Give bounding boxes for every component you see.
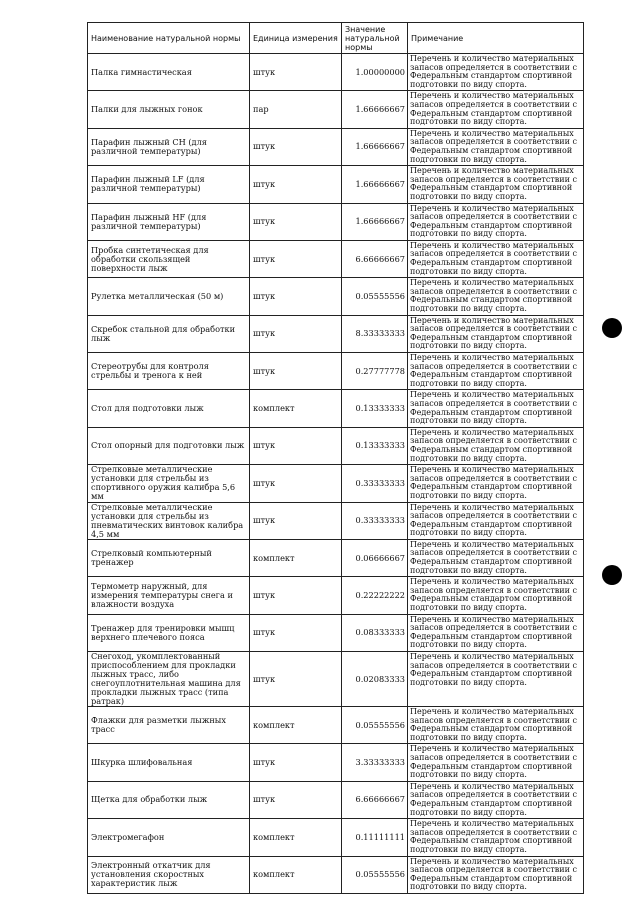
natural-norms-table xyxy=(87,22,584,894)
cell-name: Термометр наружный, для измерения температуры снега и влажности воздуха xyxy=(88,577,250,614)
cell-note: Перечень и количество материальных запасов определяется в соответствии с Федеральным стандартом спортивной подготовки по виду спорта. xyxy=(408,539,584,576)
cell-value: 0.05555556 xyxy=(342,707,408,744)
cell-name: Тренажер для тренировки мышц верхнего плечевого пояса xyxy=(88,614,250,651)
cell-name: Стрелковые металлические установки для стрельбы из пневматических винтовок калибра 4,5 мм xyxy=(88,502,250,539)
cell-value: 0.22222222 xyxy=(342,577,408,614)
cell-name: Электромегафон xyxy=(88,819,250,856)
cell-name: Скребок стальной для обработки лыж xyxy=(88,315,250,352)
table-row xyxy=(88,240,584,277)
cell-name: Электронный откатчик для установления скоростных характеристик лыж xyxy=(88,856,250,893)
table-row xyxy=(88,819,584,856)
cell-unit: штук xyxy=(250,54,342,91)
cell-value: 1.00000000 xyxy=(342,54,408,91)
table-row xyxy=(88,465,584,502)
table-row xyxy=(88,502,584,539)
cell-value: 0.13333333 xyxy=(342,427,408,464)
cell-unit: штук xyxy=(250,353,342,390)
cell-name: Палки для лыжных гонок xyxy=(88,91,250,128)
cell-value: 0.02083333 xyxy=(342,652,408,707)
header-name: Наименование натуральной нормы xyxy=(88,23,250,54)
cell-value: 0.05555556 xyxy=(342,856,408,893)
cell-value: 0.08333333 xyxy=(342,614,408,651)
cell-unit: штук xyxy=(250,465,342,502)
cell-name: Стереотрубы для контроля стрельбы и тренога к ней xyxy=(88,353,250,390)
cell-unit: штук xyxy=(250,502,342,539)
cell-name: Стрелковый компьютерный тренажер xyxy=(88,539,250,576)
cell-note: Перечень и количество материальных запасов определяется в соответствии с Федеральным стандартом спортивной подготовки по виду спорта. xyxy=(408,166,584,203)
table-row xyxy=(88,203,584,240)
cell-unit: штук xyxy=(250,166,342,203)
cell-unit: комплект xyxy=(250,539,342,576)
punch-hole-mark xyxy=(602,565,622,585)
cell-value: 0.33333333 xyxy=(342,502,408,539)
cell-name: Палка гимнастическая xyxy=(88,54,250,91)
header-value: Значение натуральной нормы xyxy=(342,23,408,54)
cell-name: Флажки для разметки лыжных трасс xyxy=(88,707,250,744)
cell-value: 8.33333333 xyxy=(342,315,408,352)
table-row xyxy=(88,577,584,614)
cell-name: Парафин лыжный HF (для различной температуры) xyxy=(88,203,250,240)
cell-note: Перечень и количество материальных запасов определяется в соответствии с Федеральным стандартом спортивной подготовки по виду спорта. xyxy=(408,856,584,893)
cell-name: Рулетка металлическая (50 м) xyxy=(88,278,250,315)
cell-value: 0.27777778 xyxy=(342,353,408,390)
table-row xyxy=(88,707,584,744)
table-row xyxy=(88,91,584,128)
cell-name: Стол для подготовки лыж xyxy=(88,390,250,427)
table-header-row xyxy=(88,23,584,54)
cell-unit: штук xyxy=(250,744,342,781)
cell-unit: штук xyxy=(250,128,342,165)
cell-value: 3.33333333 xyxy=(342,744,408,781)
cell-note: Перечень и количество материальных запасов определяется в соответствии с Федеральным стандартом спортивной подготовки по виду спорта. xyxy=(408,781,584,818)
cell-unit: штук xyxy=(250,781,342,818)
table-row xyxy=(88,315,584,352)
header-unit: Единица измерения xyxy=(250,23,342,54)
cell-unit: штук xyxy=(250,203,342,240)
table-row xyxy=(88,128,584,165)
table-row xyxy=(88,390,584,427)
cell-note: Перечень и количество материальных запасов определяется в соответствии с Федеральным стандартом спортивной подготовки по виду спорта. xyxy=(408,91,584,128)
cell-value: 6.66666667 xyxy=(342,781,408,818)
cell-value: 1.66666667 xyxy=(342,91,408,128)
cell-note: Перечень и количество материальных запасов определяется в соответствии с Федеральным стандартом спортивной подготовки по виду спорта. xyxy=(408,614,584,651)
table-row xyxy=(88,166,584,203)
cell-name: Стол опорный для подготовки лыж xyxy=(88,427,250,464)
table-row xyxy=(88,652,584,707)
cell-note: Перечень и количество материальных запасов определяется в соответствии с Федеральным стандартом спортивной подготовки по виду спорта. xyxy=(408,465,584,502)
cell-note: Перечень и количество материальных запасов определяется в соответствии с Федеральным стандартом спортивной подготовки по виду спорта. xyxy=(408,390,584,427)
cell-value: 6.66666667 xyxy=(342,240,408,277)
table-row xyxy=(88,278,584,315)
cell-unit: комплект xyxy=(250,819,342,856)
table-row xyxy=(88,427,584,464)
cell-name: Снегоход, укомплектованный приспособлением для прокладки лыжных трасс, либо снегоуплотнительная машина для прокладки лыжных трасс (типа ратрак) xyxy=(88,652,250,707)
cell-note: Перечень и количество материальных запасов определяется в соответствии с Федеральным стандартом спортивной подготовки по виду спорта. xyxy=(408,707,584,744)
cell-unit: штук xyxy=(250,315,342,352)
cell-note: Перечень и количество материальных запасов определяется в соответствии с Федеральным стандартом спортивной подготовки по виду спорта. xyxy=(408,203,584,240)
cell-note: Перечень и количество материальных запасов определяется в соответствии с Федеральным стандартом спортивной подготовки по виду спорта. xyxy=(408,744,584,781)
cell-name: Парафин лыжный LF (для различной температуры) xyxy=(88,166,250,203)
cell-value: 0.33333333 xyxy=(342,465,408,502)
table-body xyxy=(88,54,584,894)
cell-note: Перечень и количество материальных запасов определяется в соответствии с Федеральным стандартом спортивной подготовки по виду спорта. xyxy=(408,819,584,856)
table-row xyxy=(88,744,584,781)
cell-unit: комплект xyxy=(250,856,342,893)
cell-unit: штук xyxy=(250,427,342,464)
cell-note: Перечень и количество материальных запасов определяется в соответствии с Федеральным стандартом спортивной подготовки по виду спорта. xyxy=(408,427,584,464)
cell-unit: штук xyxy=(250,614,342,651)
cell-note: Перечень и количество материальных запасов определяется в соответствии с Федеральным стандартом спортивной подготовки по виду спорта. xyxy=(408,54,584,91)
cell-name: Парафин лыжный CH (для различной температуры) xyxy=(88,128,250,165)
cell-note: Перечень и количество материальных запасов определяется в соответствии с Федеральным стандартом спортивной подготовки по виду спорта. xyxy=(408,315,584,352)
header-note: Примечание xyxy=(408,23,584,54)
table-row xyxy=(88,539,584,576)
cell-name: Щетка для обработки лыж xyxy=(88,781,250,818)
cell-note: Перечень и количество материальных запасов определяется в соответствии с Федеральным стандартом спортивной подготовки по виду спорта. xyxy=(408,353,584,390)
table-row xyxy=(88,353,584,390)
cell-value: 0.06666667 xyxy=(342,539,408,576)
cell-unit: комплект xyxy=(250,707,342,744)
cell-value: 0.13333333 xyxy=(342,390,408,427)
table-row xyxy=(88,781,584,818)
punch-hole-mark xyxy=(602,318,622,338)
cell-value: 1.66666667 xyxy=(342,128,408,165)
cell-value: 1.66666667 xyxy=(342,166,408,203)
cell-name: Пробка синтетическая для обработки скользящей поверхности лыж xyxy=(88,240,250,277)
cell-name: Стрелковые металлические установки для стрельбы из спортивного оружия калибра 5,6 мм xyxy=(88,465,250,502)
cell-note: Перечень и количество материальных запасов определяется в соответствии с Федеральным стандартом спортивной подготовки по виду спорта. xyxy=(408,278,584,315)
cell-note: Перечень и количество материальных запасов определяется в соответствии с Федеральным стандартом спортивной подготовки по виду спорта. xyxy=(408,240,584,277)
cell-note: Перечень и количество материальных запасов определяется в соответствии с Федеральным стандартом спортивной подготовки по виду спорта. xyxy=(408,128,584,165)
cell-note: Перечень и количество материальных запасов определяется в соответствии с Федеральным стандартом спортивной подготовки по виду спорта. xyxy=(408,577,584,614)
cell-unit: пар xyxy=(250,91,342,128)
cell-unit: штук xyxy=(250,652,342,707)
cell-note: Перечень и количество материальных запасов определяется в соответствии с Федеральным стандартом спортивной подготовки по виду спорта. xyxy=(408,652,584,707)
cell-unit: штук xyxy=(250,240,342,277)
cell-unit: штук xyxy=(250,278,342,315)
cell-value: 1.66666667 xyxy=(342,203,408,240)
table-row xyxy=(88,856,584,893)
cell-name: Шкурка шлифовальная xyxy=(88,744,250,781)
cell-unit: комплект xyxy=(250,390,342,427)
cell-value: 0.11111111 xyxy=(342,819,408,856)
table-row xyxy=(88,614,584,651)
table-row xyxy=(88,54,584,91)
cell-unit: штук xyxy=(250,577,342,614)
cell-note: Перечень и количество материальных запасов определяется в соответствии с Федеральным стандартом спортивной подготовки по виду спорта. xyxy=(408,502,584,539)
cell-value: 0.05555556 xyxy=(342,278,408,315)
